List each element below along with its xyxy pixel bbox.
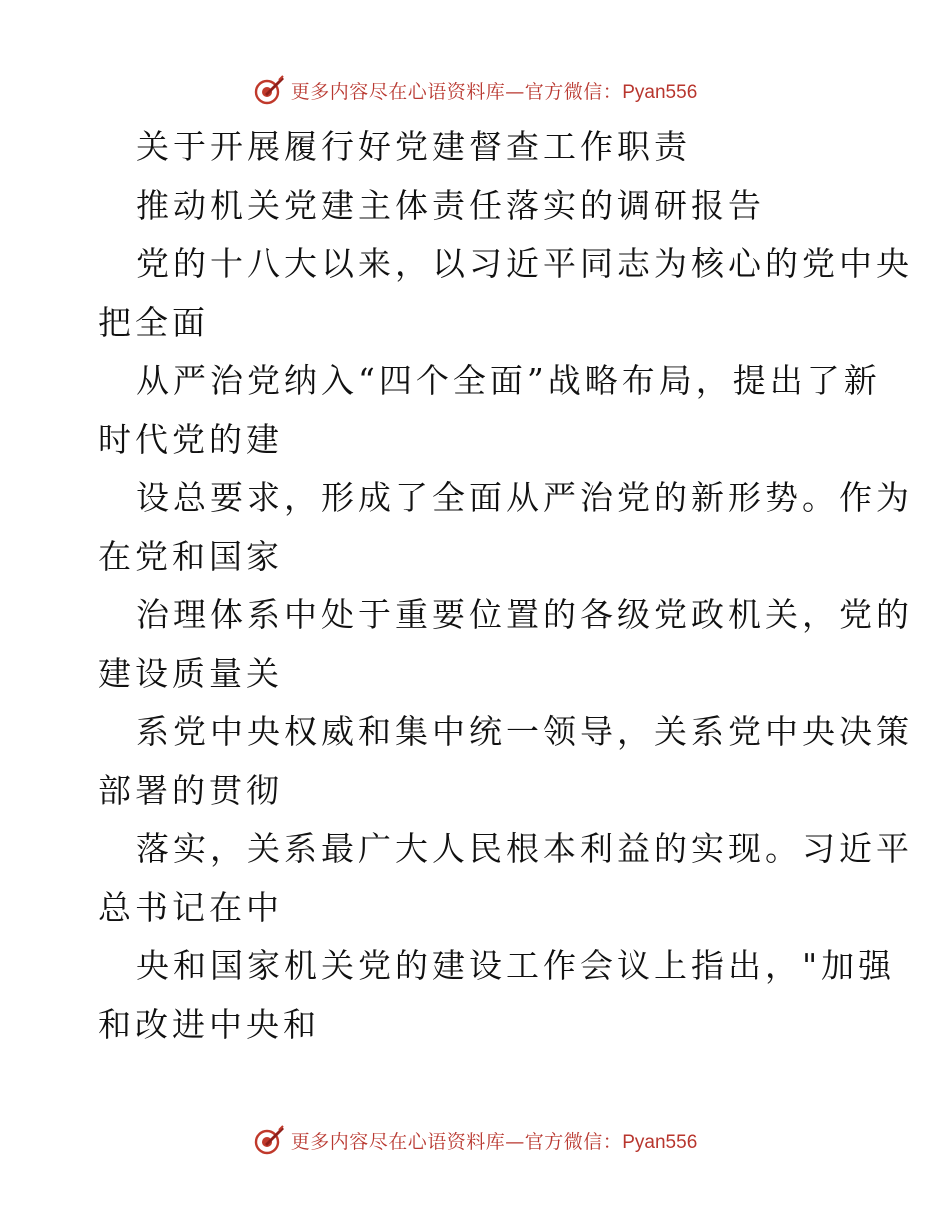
text-line: 设总要求，形成了全面从严治党的新形势。作为 [136, 478, 913, 517]
text-line: 系党中央权威和集中统一领导，关系党中央决策 [136, 712, 913, 751]
text-line: 时代党的建 [98, 419, 283, 459]
banner-text: 更多内容尽在心语资料库—官方微信：Pyan556 [290, 80, 698, 103]
text-line: 党的十八大以来，以习近平同志为核心的党中央 [136, 244, 913, 283]
text-line: 和改进中央和 [98, 1004, 320, 1044]
text-line: 在党和国家 [98, 536, 283, 576]
text-line: 把全面 [98, 302, 209, 342]
header-banner [0, 70, 950, 110]
text-line: 总书记在中 [98, 887, 283, 927]
text-line: 部署的贯彻 [98, 770, 283, 810]
quill-pen-icon [253, 1124, 285, 1156]
text-line: 关于开展履行好党建督查工作职责 [136, 127, 691, 166]
wechat-handle: Pyan556 [622, 1131, 698, 1153]
text-line: 央和国家机关党的建设工作会议上指出，"加强 [136, 946, 896, 985]
wechat-handle: Pyan556 [622, 81, 698, 103]
document-body [98, 118, 913, 1054]
banner-text: 更多内容尽在心语资料库—官方微信：Pyan556 [290, 1130, 698, 1153]
text-line: 治理体系中处于重要位置的各级党政机关，党的 [136, 595, 913, 634]
quill-pen-icon [253, 74, 285, 106]
footer-banner [0, 1120, 950, 1160]
text-line: 落实，关系最广大人民根本利益的实现。习近平 [136, 829, 913, 868]
text-line: 从严治党纳入“四个全面”战略布局，提出了新 [136, 361, 881, 400]
text-line: 推动机关党建主体责任落实的调研报告 [136, 185, 765, 225]
text-line: 建设质量关 [98, 653, 283, 693]
